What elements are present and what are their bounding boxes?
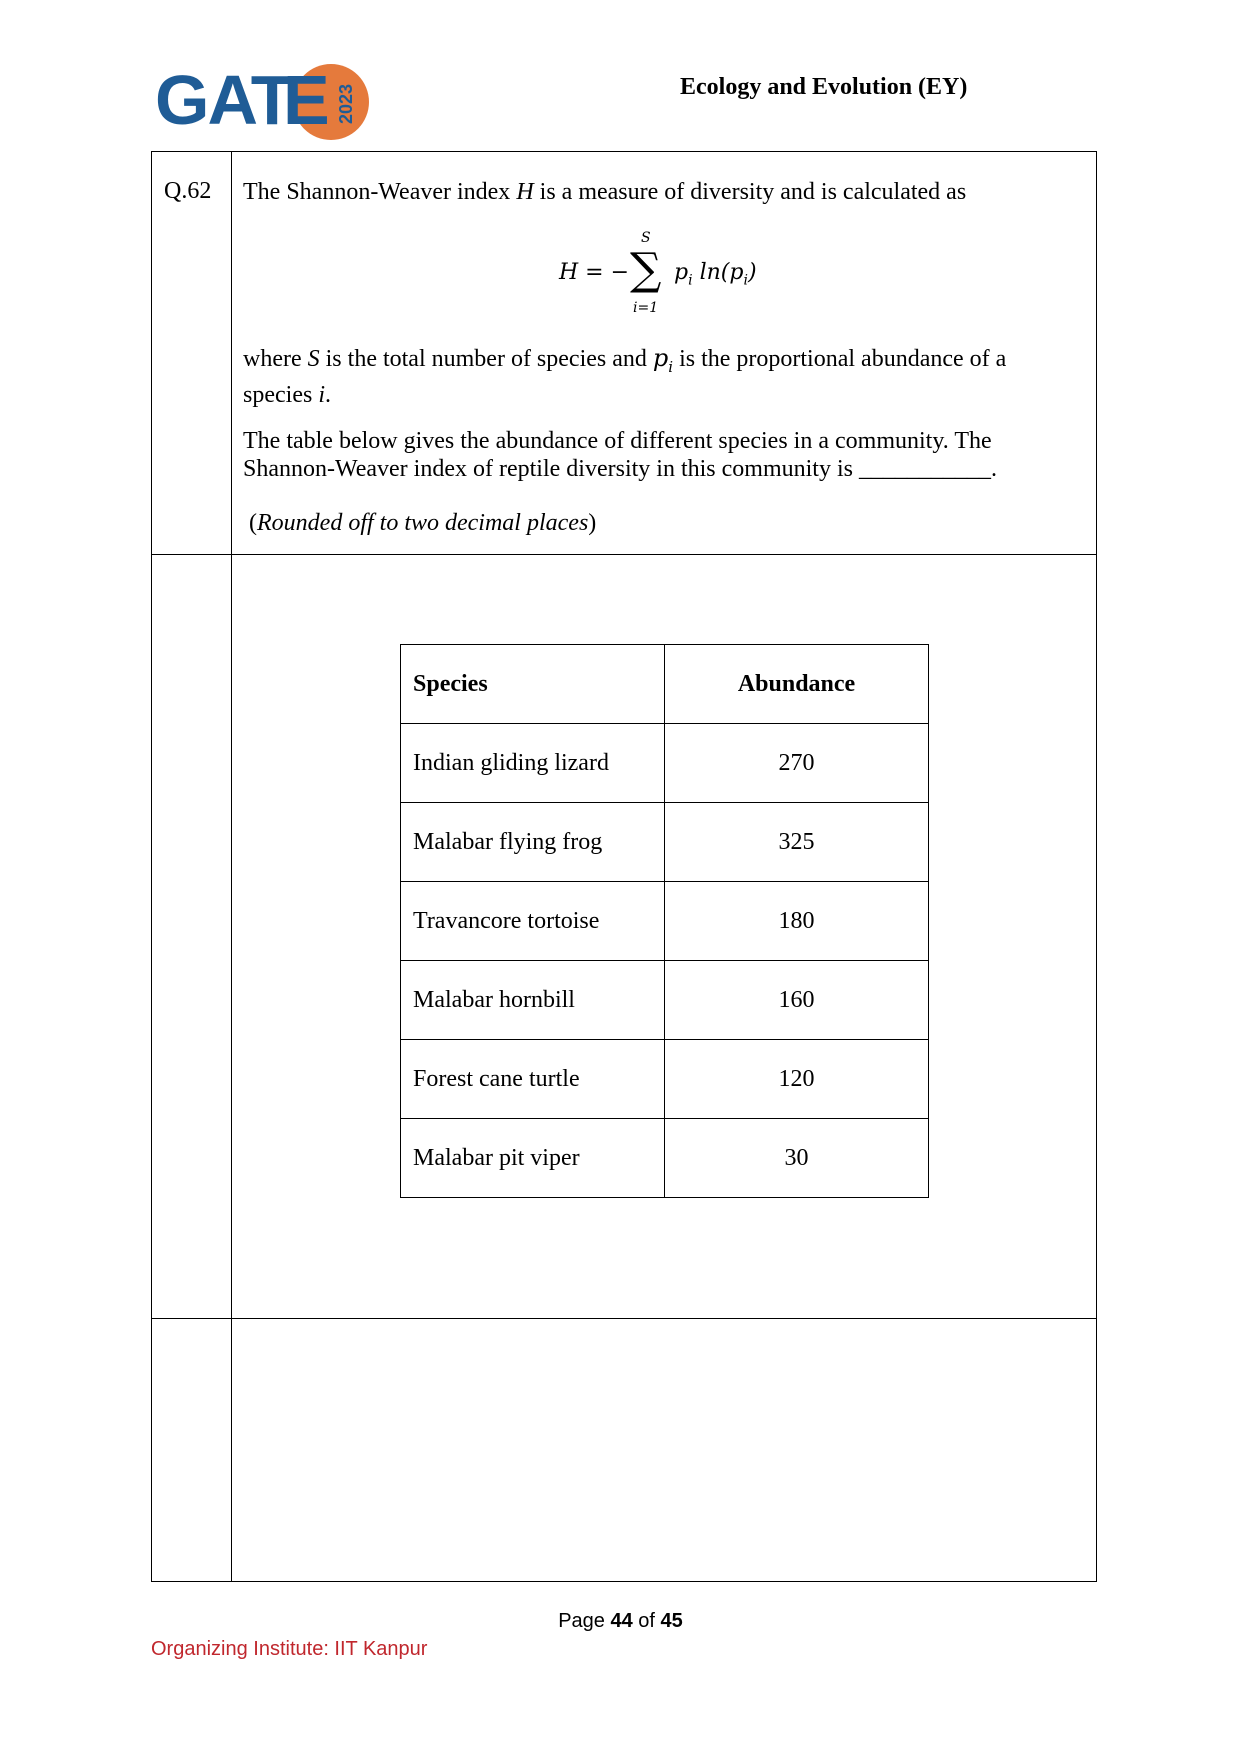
question-intro [243,178,1073,206]
table-row [401,803,929,882]
page-total: 45 [660,1610,683,1632]
page-prefix: Page [558,1610,611,1632]
table-row [401,1040,929,1119]
species-cell: Forest cane turtle [401,1040,665,1119]
table-row [401,724,929,803]
abundance-cell: 160 [665,961,929,1040]
formula-lower: i=1 [633,300,659,316]
column-divider [231,152,232,1581]
species-cell: Malabar pit viper [401,1119,665,1198]
term-i2: i [743,272,748,289]
abundance-table [400,644,929,1198]
species-cell: Malabar hornbill [401,961,665,1040]
row-divider-1 [152,554,1096,555]
rounding-open: ( [249,510,257,536]
page-number [0,1610,1241,1633]
rounding-text: Rounded off to two decimal places [257,510,589,536]
abundance-cell: 30 [665,1119,929,1198]
question-number: Q.62 [164,178,212,204]
table-header-row [401,645,929,724]
species-cell: Travancore tortoise [401,882,665,961]
where-pi: i [668,357,674,376]
rounding-note [249,510,596,537]
table-row [401,961,929,1040]
term-close: ) [747,260,757,285]
logo-year: 2023 [336,83,356,125]
row-divider-2 [152,1318,1096,1319]
term-i: i [688,272,693,289]
header-species: Species [401,645,665,724]
where-S: S [307,346,320,372]
formula-upper: S [641,230,651,246]
abundance-cell: 120 [665,1040,929,1119]
table-paragraph: The table below gives the abundance of different species in a community. The Shannon-Weaver index of reptile diversity in this community is ___________. [243,428,997,482]
logo-letter: E [283,61,330,139]
abundance-cell: 180 [665,882,929,961]
where-paragraph [243,344,1073,409]
where-4: . [324,381,331,408]
page-of: of [632,1610,661,1632]
where-p: p [652,344,669,372]
intro-var: H [516,179,534,205]
formula-rhs [674,260,757,288]
intro-text-2: is a measure of diversity and is calculated as [533,179,967,205]
table-row [401,1119,929,1198]
rounding-close: ) [588,510,597,536]
shannon-formula [559,230,789,320]
header-abundance: Abundance [665,645,929,724]
term-ln: ln(p [692,260,744,285]
species-cell: Malabar flying frog [401,803,665,882]
formula-lhs: H = − [559,260,630,285]
where-1: where [243,346,308,372]
where-3: is the proportional abundance of a species [243,346,1007,408]
sigma-symbol: ∑ [630,244,662,295]
species-cell: Indian gliding lizard [401,724,665,803]
table-row [401,882,929,961]
abundance-cell: 325 [665,803,929,882]
term-p: p [674,260,689,285]
intro-text-1: The Shannon-Weaver index [243,179,517,205]
logo-text: GAT [155,61,292,139]
page-current: 44 [610,1610,633,1632]
abundance-cell: 270 [665,724,929,803]
organizing-institute: Organizing Institute: IIT Kanpur [151,1638,428,1660]
question-frame [151,151,1097,1582]
where-2: is the total number of species and [319,346,653,372]
gate-logo [155,60,365,140]
where-i: i [318,381,325,408]
subject-title: Ecology and Evolution (EY) [680,74,968,100]
